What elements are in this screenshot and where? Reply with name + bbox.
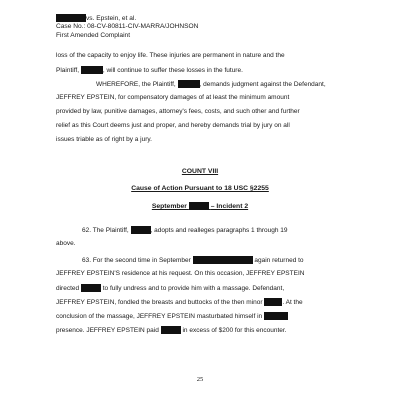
paragraph-62: [56, 226, 348, 248]
document-title: First Amended Complaint: [56, 31, 131, 39]
redaction-bar: [56, 14, 86, 22]
text-line: JEFFREY EPSTEIN, for compensatory damages of at least the minimum amount: [56, 94, 290, 101]
text-line: presence. JEFFREY EPSTEIN paid in excess of $200 for this encounter.: [56, 327, 287, 334]
redaction-bar: [264, 312, 288, 320]
page-number: 25: [196, 376, 204, 383]
case-name: vs. Epstein, et al.: [56, 14, 198, 23]
text-line: JEFFREY EPSTEIN, fondled the breasts and buttocks of the then minor . At the: [56, 299, 303, 306]
case-number: Case No.: 08-CV-80811-CIV-MARRA/JOHNSON: [56, 23, 199, 31]
damages-paragraph: [56, 52, 348, 74]
text-line: WHEREFORE, the Plaintiff, , demands judgment against the Defendant,: [96, 81, 326, 88]
paragraph-63: [56, 256, 348, 334]
text-line: conclusion of the massage, JEFFREY EPSTEIN masturbated himself in: [56, 312, 348, 320]
text-line: Plaintiff, , will continue to suffer these losses in the future.: [56, 67, 243, 74]
text-line: JEFFREY EPSTEIN'S residence at his request. On this occasion, JEFFREY EPSTEIN: [56, 270, 305, 277]
incident-heading: September – Incident 2: [151, 203, 249, 210]
text-line: relief as this Court deems just and proper, and hereby demands trial by jury on all: [56, 122, 290, 129]
redaction-bar: [178, 80, 200, 88]
redaction-bar: [161, 326, 181, 334]
case-caption: [56, 14, 198, 40]
count-title: COUNT VIII: [181, 168, 219, 175]
text-line: directed to fully undress and to provide him with a massage. Defendant,: [56, 285, 285, 292]
redaction-bar: [264, 298, 282, 306]
redaction-bar: [131, 226, 151, 234]
text-line: issues triable as of right by a jury.: [56, 136, 152, 143]
text-line: loss of the capacity to enjoy life. These injuries are permanent in nature and the: [56, 52, 285, 59]
text-line: 62. The Plaintiff, , adopts and realleges paragraphs 1 through 19: [82, 227, 288, 234]
redaction-bar: [193, 256, 253, 264]
wherefore-paragraph: [56, 80, 348, 144]
redaction-bar: [81, 284, 101, 292]
cause-of-action-heading: Cause of Action Pursuant to 18 USC §2255: [131, 185, 269, 192]
redaction-bar: [81, 66, 103, 74]
text-line: 63. For the second time in September again returned to: [82, 257, 304, 264]
text-line: above.: [56, 240, 76, 247]
redaction-bar: [189, 202, 209, 210]
text-line: provided by law, punitive damages, attorney's fees, costs, and such other and further: [56, 108, 300, 115]
